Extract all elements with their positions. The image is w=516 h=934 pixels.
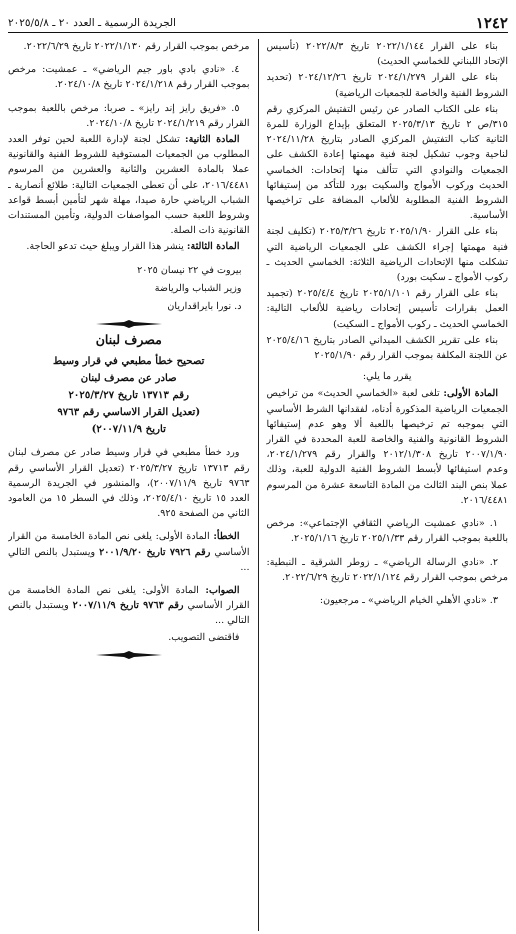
column-divider xyxy=(258,39,259,931)
article-1-label: المادة الأولى: xyxy=(443,388,498,400)
correction-heading xyxy=(8,353,250,437)
preamble-paragraph: بناء على الكتاب الصادر عن رئيس التفتيش المركزي رقم ٣١٥/ص ٢ تاريخ ٢٠٢٥/٣/١٣ المتعلق بإيداع الوزارة للمرة الثانية كتاب التفتيش المركزي الصادر بتاريخ ٢٠٢٤/١١/٢٨ لناحية وجوب تشكيل لجنة فنية مهمتها إعادة الكشف على الجمعيات والنوادي التي تتألف منها إتحادات: الخماسي الحديث وركوب الأمواج والسكيت بورد للتأكد من إستيفائها الشروط الفنية المطلوبة للألعاب المضافة على تراخيصها الأساسية. xyxy=(266,103,508,222)
article-2-text: تشكل لجنة لإدارة اللعبة لحين توفر العدد المطلوب من الجمعيات المستوفية للشروط الفنية والقانونية عملا بالمادة العشرين والثانية والعشرين من المرسوم ٢٠١٦/٤٤٨١، على أن تعطى الجمعيات التالية: طلائع أنصارية ـ الشباب الرياضي حارة صيدا، مهلة شهر لتأمين أبسط قواعد وشروط اللعبة حسب المواصفات الدولية، وتأمين المستندات القانونية ذات الصلة. xyxy=(8,134,250,237)
right-ref: رقم ٩٧٦٣ تاريخ ٢٠٠٧/١١/٩ xyxy=(72,600,184,612)
page-header xyxy=(8,6,508,33)
preamble-paragraph: بناء على القرار ٢٠٢٥/١/٩٠ تاريخ ٢٠٢٥/٣/٢٦ (تكليف لجنة فنية مهمتها إجراء الكشف على الجمعيات الرياضية التي تشكلت منها الإتحادات الرياضية الثلاثة: الخماسي الحديث ـ ركوب الأمواج ـ سكيت بورد) xyxy=(266,226,508,284)
preamble-paragraph: بناء على القرار رقم ٢٠٢٥/١/١٠١ تاريخ ٢٠٢٥/٤/٤ (تجميد العمل بقرارات تأسيس إتحادات رياضية للألعاب التالية: الخماسي الحديث ـ ركوب الأمواج ـ السكيت) xyxy=(266,288,508,330)
article-3 xyxy=(8,239,250,254)
correction-heading-line: رقم ١٣٧١٣ تاريخ ٢٠٢٥/٣/٢٧ xyxy=(68,389,190,402)
resolves-heading: يقرر ما يلي: xyxy=(362,371,412,383)
signature-role: وزير الشباب والرياضة xyxy=(154,282,242,294)
right-tail: ويستبدل بالنص التالي ... xyxy=(8,600,250,627)
article-1 xyxy=(267,386,509,508)
article-1-text: تلغى لعبة «الخماسي الحديث» من تراخيص الجمعيات الرياضية المذكورة أدناه، لفقدانها الشرط الأساسي التي بموجبه تم ترخيصها باللعبة ألا وهو عدم إستيفائها الشروط القانونية والفنية والخاصة للعبة المحددة في القرار ٢٠٠٧/١/٩٠ تاريخ ٢٠١٢/١/٣٠٨ والقرار رقم ٢٠٢٤/١/٢٧٩، وعدم استيفائها لأبسط الشروط الفنية الدولية للعبة، وذلك عملا بنص البند الثالث من المادة التاسعة عشرة من المرسوم ٢٠١٦/٤٤٨١. xyxy=(266,388,508,506)
correction-heading-line: تاريخ ٢٠٠٧/١١/٩) xyxy=(91,423,166,436)
correction-heading-line: تصحيح خطأ مطبعي في قرار وسيط xyxy=(53,355,205,368)
issue-line: الجريدة الرسمية ـ العدد ٢٠ ـ ٢٠٢٥/٥/٨ xyxy=(8,17,176,29)
right-column xyxy=(261,39,509,931)
article-2 xyxy=(8,132,250,238)
list-item: ٤. «نادي بادي باور جيم الرياضي» ـ عمشيت: مرخص بموجب القرار رقم ٢٠٢٤/١/٢١٨ تاريخ ٢٠٢٤/١٠/٨. xyxy=(8,64,250,91)
preamble-paragraph: بناء على تقرير الكشف الميداني الصادر بتاريخ ٢٠٢٥/٤/١٦ عن اللجنة المكلفة بموجب القرار رقم ٢٠٢٥/١/٩٠ xyxy=(266,334,508,362)
ornament-icon xyxy=(94,320,164,328)
right-text: المادة الأولى: يلغى نص المادة الخامسة من القرار الأساسي xyxy=(8,585,250,612)
end-ornament xyxy=(8,651,250,659)
page-number: ١٢٤٢ xyxy=(475,14,508,32)
right-label: الصواب: xyxy=(205,585,240,597)
signature-block xyxy=(8,263,250,315)
article-3-label: المادة الثالثة: xyxy=(186,241,240,253)
list-item: ٥. «فريق رايز إند رايز» ـ صربا: مرخص باللعبة بموجب القرار رقم ٢٠٢٤/١/٢١٩ تاريخ ٢٠٢٤/١٠/٨. xyxy=(8,102,250,129)
signature-place-date: بيروت في ٢٢ نيسان ٢٠٢٥ xyxy=(137,264,242,276)
list-item: ٣. «نادي الأهلي الخيام الرياضي» ـ مرجعيون: xyxy=(319,594,498,606)
wrong-block xyxy=(8,529,250,575)
left-column xyxy=(8,39,256,931)
section-title-bank: مصرف لبنان xyxy=(95,332,162,348)
correction-heading-line: صادر عن مصرف لبنان xyxy=(80,372,177,385)
list-item: ٢. «نادي الرسالة الرياضي» ـ زوطر الشرقية ـ النبطية: مرخص بموجب القرار رقم ٢٠٢٢/١/١٢٤ تاريخ ٢٠٢٢/٦/٢٩. xyxy=(266,556,508,583)
wrong-label: الخطأ: xyxy=(213,531,240,543)
correction-heading-line: (تعديل القرار الاساسي رقم ٩٧٦٣ xyxy=(57,406,201,419)
wrong-ref: رقم ٧٩٢٦ تاريخ ٢٠٠١/٩/٢٠ xyxy=(99,546,211,558)
list-item: ١. «نادي عمشيت الرياضي الثقافي الإجتماعي»: مرخص باللعبة بموجب القرار رقم ٢٠٢٥/١/٣٣ تاريخ ٢٠٢٥/١/١٦. xyxy=(266,518,508,545)
wrong-text: المادة الأولى: يلغى نص المادة الخامسة من القرار الأساسي xyxy=(8,531,250,558)
preamble-paragraph: بناء على القرار ٢٠٢٢/١/١٤٤ تاريخ ٢٠٢٢/٨/٣ (تأسيس الإتحاد اللبناني للخماسي الحديث) xyxy=(266,41,508,68)
two-column-body xyxy=(8,39,508,931)
continued-paragraph: مرخص بموجب القرار رقم ٢٠٢٢/١/١٣٠ تاريخ ٢٠٢٢/٦/٢٩. xyxy=(23,41,250,52)
article-3-text: ينشر هذا القرار ويبلغ حيث تدعو الحاجة. xyxy=(26,241,184,253)
article-2-label: المادة الثانية: xyxy=(185,134,240,146)
preamble-paragraph: بناء على القرار ٢٠٢٤/١/٢٧٩ تاريخ ٢٠٢٤/١٢/٢٦ (تحديد الشروط الفنية والخاصة للجمعيات الرياضية) xyxy=(266,72,508,99)
closing-line: فاقتضى التصويب. xyxy=(168,631,240,643)
right-block xyxy=(8,583,250,629)
correction-intro: ورد خطأ مطبعي في قرار وسيط صادر عن مصرف لبنان رقم ١٣٧١٣ تاريخ ٢٠٢٥/٣/٢٧ (تعديل القرار الأساسي رقم ٩٧٦٣ تاريخ ٢٠٠٧/١١/٩)، والمنشور في الجريدة الرسمية العدد ١٥ تاريخ ٢٠٢٥/٤/١٠، وذلك في السطر ١٥ من العامود الثاني من الصفحة ٩٢٥. xyxy=(8,447,250,520)
wrong-tail: ويستبدل بالنص التالي ... xyxy=(8,546,250,573)
signature-name: د. نورا بايراقداريان xyxy=(167,301,242,313)
ornament-icon xyxy=(94,651,164,659)
section-divider-ornament xyxy=(8,320,250,328)
